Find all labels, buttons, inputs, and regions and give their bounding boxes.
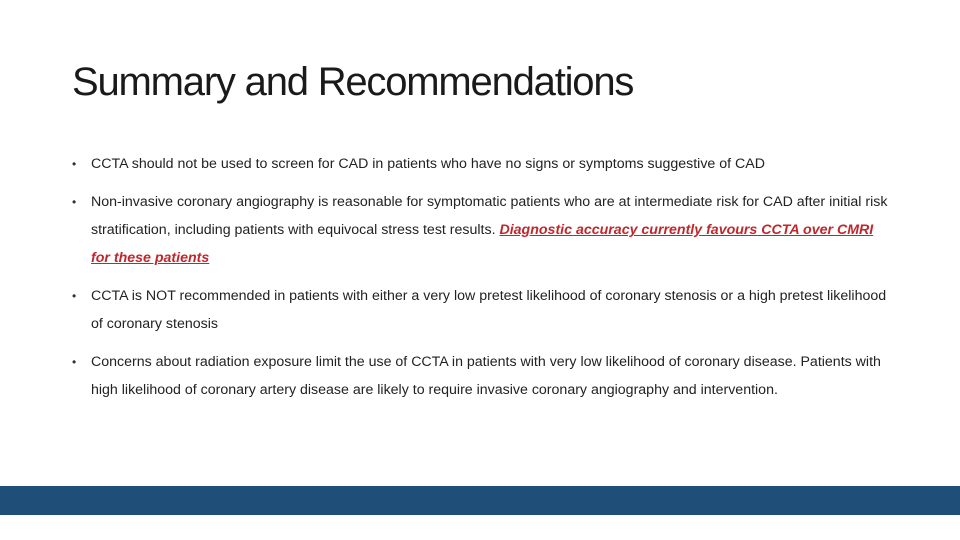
bullet-dot-icon: • [72,355,77,369]
bullet-item [72,150,892,178]
bullet-text: Concerns about radiation exposure limit the use of CCTA in patients with very low likelihood of coronary disease. Patients with high likelihood of coronary artery disease are likely to require invasive coronary angiography and intervention. [91,354,881,398]
bullet-text: Non-invasive coronary angiography is reasonable for symptomatic patients who are at intermediate risk for CAD after initial risk stratification, including patients with equivocal stress test results. [91,194,888,238]
slide-title: Summary and Recommendations [72,60,634,104]
bullet-dot-icon: • [72,289,77,303]
bullet-emphasis-text: Diagnostic accuracy currently favours CCTA over CMRI for these patients [91,222,874,266]
bullet-dot-icon: • [72,157,77,171]
footer-band [0,486,960,515]
bullet-item [72,282,892,338]
bullet-text: CCTA should not be used to screen for CAD in patients who have no signs or symptoms suggestive of CAD [91,156,765,172]
bullet-text: CCTA is NOT recommended in patients with either a very low pretest likelihood of coronary stenosis or a high pretest likelihood of coronary stenosis [91,288,887,332]
bullet-list [72,150,892,414]
bullet-dot-icon: • [72,195,77,209]
bullet-item [72,188,892,272]
bullet-item [72,348,892,404]
